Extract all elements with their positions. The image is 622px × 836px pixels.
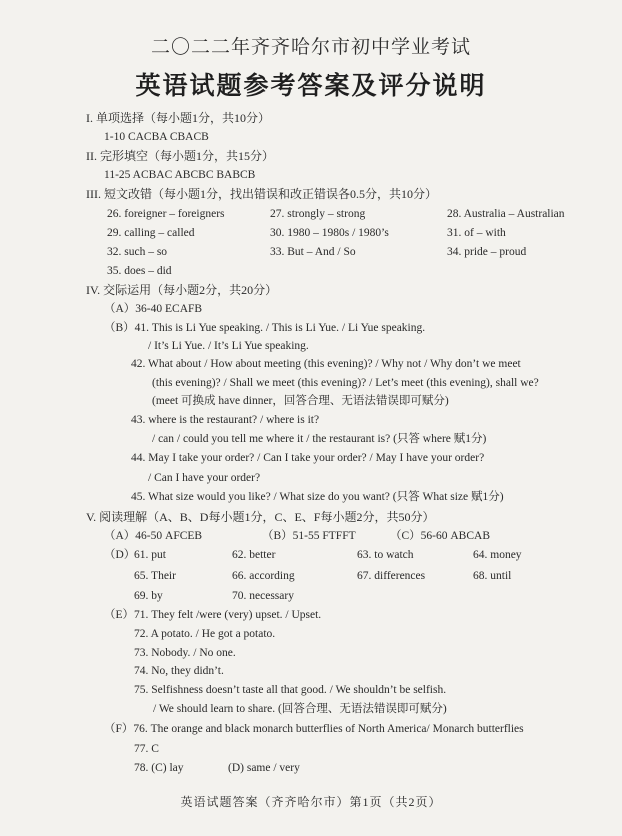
section-4b-line: / Can I have your order? [148,472,261,484]
section-1-answer: 1-10 CACBA CBACB [104,131,209,143]
reading-item: 61. put [134,549,166,561]
section-4b-line: / It’s Li Yue. / It’s Li Yue speaking. [148,340,309,352]
reading-item: 64. money [473,549,522,561]
reading-item: 63. to watch [357,549,414,561]
section-5c-answer: （C）56-60 ABCAB [390,530,490,542]
section-2-heading: II. 完形填空（每小题1分，共15分） [86,149,274,163]
correction-item: 27. strongly – strong [270,208,366,220]
reading-item: 66. according [232,570,295,582]
exam-title: 二〇二二年齐齐哈尔市初中学业考试 [150,37,471,58]
section-5e-line: 72. A potato. / He got a potato. [134,628,276,640]
section-1-heading: I. 单项选择（每小题1分，共10分） [86,111,270,125]
section-5f-line: 77. C [134,743,159,755]
section-5b-answer: （B）51-55 FTFFT [262,530,356,542]
correction-item: 31. of – with [447,227,506,239]
section-3-heading: III. 短文改错（每小题1分，找出错误和改正错误各0.5分，共10分） [86,187,437,201]
section-5e-line: 73. Nobody. / No one. [134,647,236,659]
reading-item: 70. necessary [232,590,294,602]
reading-item: 62. better [232,549,276,561]
section-5e-line: / We should learn to share. (回答合理、无语法错误即可赋分) [153,703,447,715]
section-4b-line: 42. What about / How about meeting (this evening)? / Why not / Why don’t we meet [131,358,521,370]
section-5f-line: （F）76. The orange and black monarch butterflies of North America/ Monarch butterflies [104,723,524,735]
reading-item: 69. by [134,590,163,602]
section-5e-line: 74. No, they didn’t. [134,665,224,677]
section-4b-line: / can / could you tell me where it / the restaurant is? (只答 where 赋1分) [152,433,487,445]
section-4-heading: IV. 交际运用（每小题2分，共20分） [86,283,278,297]
section-4b-line: 44. May I take your order? / Can I take your order? / May I have your order? [131,452,485,464]
section-5f-line: (D) same / very [228,762,300,774]
section-5d-label: （D） [104,549,136,561]
section-5f-line: 78. (C) lay [134,762,184,774]
section-2-answer: 11-25 ACBAC ABCBC BABCB [104,169,256,181]
correction-item: 26. foreigner – foreigners [107,208,225,220]
correction-item: 32. such – so [107,246,168,258]
correction-item: 28. Australia – Australian [447,208,565,220]
correction-item: 30. 1980 – 1980s / 1980’s [270,227,389,239]
section-5e-line: （E）71. They felt /were (very) upset. / Upset. [104,609,322,621]
reading-item: 65. Their [134,570,176,582]
page-footer: 英语试题答案（齐齐哈尔市）第1页（共2页） [180,795,442,809]
reading-item: 67. differences [357,570,426,582]
section-4b-line: 45. What size would you like? / What size do you want? (只答 What size 赋1分) [131,491,504,503]
document-title: 英语试题参考答案及评分说明 [135,73,487,100]
correction-item: 35. does – did [107,265,172,277]
correction-item: 29. calling – called [107,227,195,239]
section-4b-line: 43. where is the restaurant? / where is it? [131,414,320,426]
section-4b-line: （B）41. This is Li Yue speaking. / This is Li Yue. / Li Yue speaking. [104,322,426,334]
section-5-heading: V. 阅读理解（A、B、D每小题1分，C、E、F每小题2分，共50分） [86,510,435,524]
reading-item: 68. until [473,570,512,582]
section-5a-answer: （A）46-50 AFCEB [104,530,203,542]
section-4a-answer: （A）36-40 ECAFB [104,303,203,315]
correction-item: 34. pride – proud [447,246,527,258]
section-4b-line: (this evening)? / Shall we meet (this evening)? / Let’s meet (this evening), shall we? [152,377,539,389]
section-4b-line: (meet 可换成 have dinner，回答合理、无语法错误即可赋分) [152,395,449,407]
correction-item: 33. But – And / So [270,246,356,258]
section-5e-line: 75. Selfishness doesn’t taste all that good. / We shouldn’t be selfish. [134,684,447,696]
